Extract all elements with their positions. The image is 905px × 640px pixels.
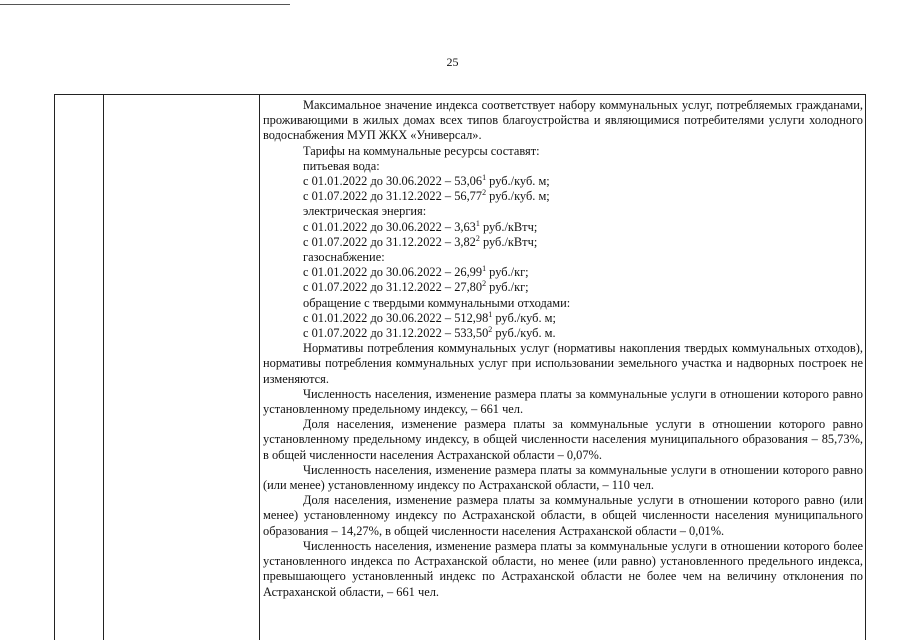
gas-heading: газоснабжение: — [303, 250, 385, 265]
table-text-cell — [263, 98, 863, 600]
paragraph-population-3: Численность населения, изменение размера платы за коммунальные услуги в отношении которого более установленного индекса по Астраханской области, но менее (или равно) установленного предельного индекса, превышающего установленный индекс по Астраханской области не более чем на величину отклонения по Астраханской области, – 661 чел. — [263, 538, 863, 599]
gas-tariff-2: с 01.07.2022 до 31.12.2022 – 27,80$^2$ руб./кг; — [303, 279, 529, 295]
paragraph-population-1: Численность населения, изменение размера платы за коммунальные услуги в отношении которого равно установленному предельному индексу, – 661 чел. — [263, 386, 863, 417]
electric-heading: электрическая энергия: — [303, 204, 427, 219]
paragraph-max-index: Максимальное значение индекса соответствует набору коммунальных услуг, потребляемых гражданами, проживающими в жилых домах всех типов благоустройства и являющимися потребителями услуги холодного водоснабжения МУП ЖКХ «Универсал». — [263, 98, 863, 143]
paragraph-norms: Нормативы потребления коммунальных услуг (нормативы накопления твердых коммунальных отходов), нормативы потребления коммунальных услуг при использовании земельного участка и надворных построек не изменяются. — [263, 341, 863, 386]
top-rule — [0, 4, 290, 5]
electric-tariff-2: с 01.07.2022 до 31.12.2022 – 3,82$^2$ руб./кВтч; — [303, 233, 538, 249]
water-tariff-2: с 01.07.2022 до 31.12.2022 – 56,77$^2$ руб./куб. м; — [303, 188, 550, 204]
paragraph-share-1: Доля населения, изменение размера платы за коммунальные услуги в отношении которого равно установленному предельному индексу, в общей численности населения муниципального образования – 85,73%, в общей численности населения Астраханской области – 0,07%. — [263, 417, 863, 462]
page-number: 25 — [446, 55, 459, 69]
electric-tariff-1: с 01.01.2022 до 30.06.2022 – 3,63$^1$ руб./кВтч; — [303, 218, 538, 234]
paragraph-share-2: Доля населения, изменение размера платы за коммунальные услуги в отношении которого равно (или менее) установленному индексу по Астраханской области, в общей численности населения муниципального образования – 14,27%, в общей численности населения Астраханской области – 0,01%. — [263, 493, 863, 538]
gas-tariff-1: с 01.01.2022 до 30.06.2022 – 26,99$^1$ руб./кг; — [303, 264, 529, 280]
waste-tariff-2: с 01.07.2022 до 31.12.2022 – 533,50$^2$ руб./куб. м. — [303, 324, 556, 341]
document-table — [54, 94, 866, 640]
table-column-divider-1 — [103, 95, 104, 640]
water-tariff-1: с 01.01.2022 до 30.06.2022 – 53,06$^1$ руб./куб. м; — [303, 172, 550, 189]
waste-heading: обращение с твердыми коммунальными отходами: — [303, 295, 571, 310]
paragraph-population-2: Численность населения, изменение размера платы за коммунальные услуги в отношении которого равно (или менее) установленному индексу по Астраханской области, – 110 чел. — [263, 462, 863, 493]
table-column-divider-2 — [259, 95, 260, 640]
tariffs-intro: Тарифы на коммунальные ресурсы составят: — [303, 143, 540, 158]
water-heading: питьевая вода: — [303, 158, 380, 173]
waste-tariff-1: с 01.01.2022 до 30.06.2022 – 512,98$^1$ руб./куб. м; — [303, 309, 556, 325]
